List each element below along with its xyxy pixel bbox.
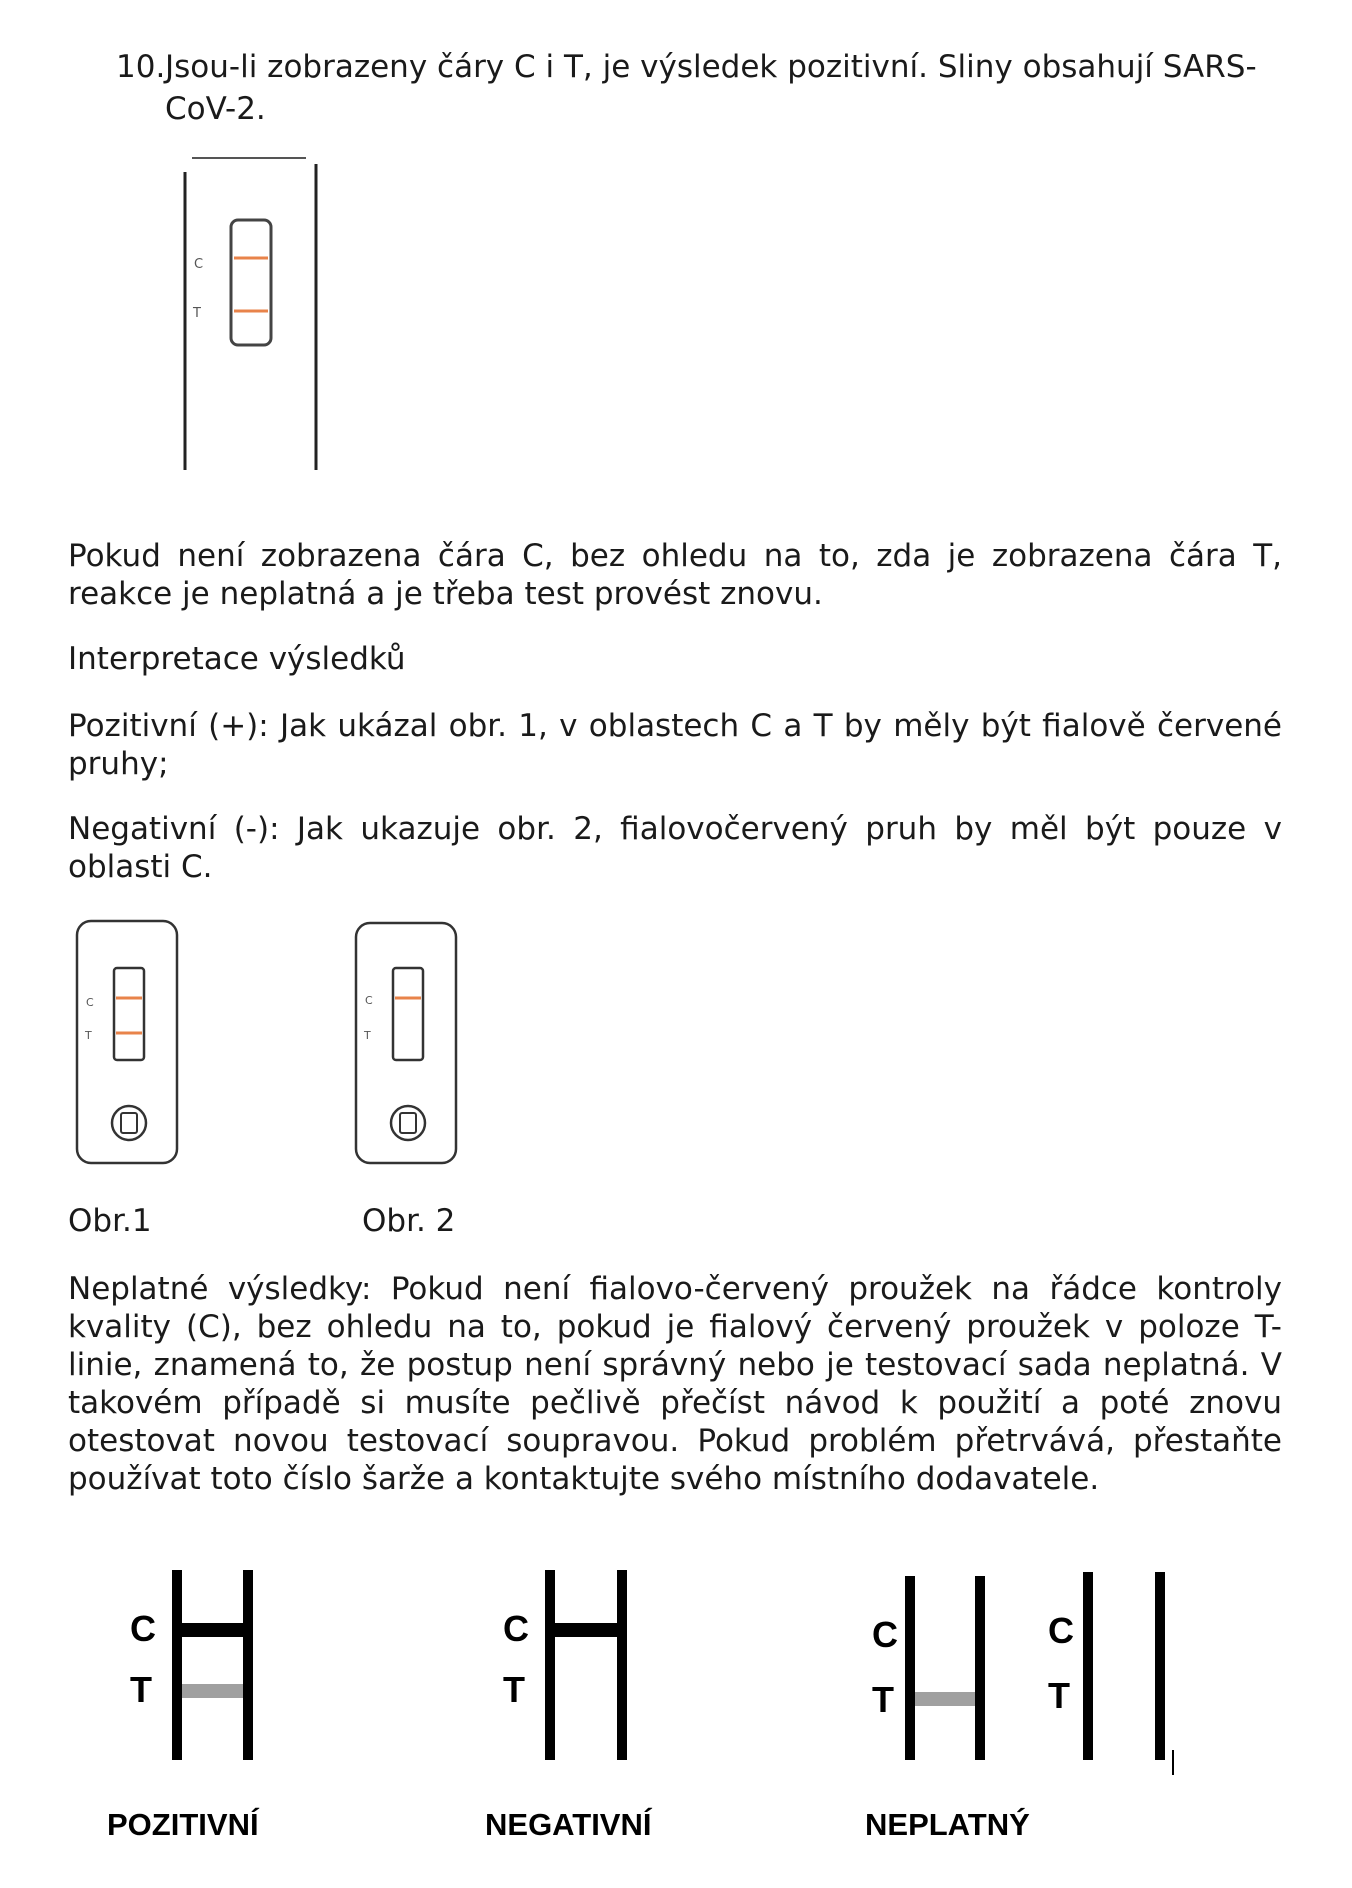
cassette-fig1 <box>74 918 184 1168</box>
negative-label-t: T <box>503 1669 525 1710</box>
positive-label-t: T <box>130 1669 152 1710</box>
step-number: 10. <box>116 49 166 85</box>
diagram-invalid-b <box>1048 1572 1174 1775</box>
section-heading: Interpretace výsledků <box>68 641 406 677</box>
step-text: Jsou-li zobrazeny čáry C i T, je výsledek pozitivní. Sliny obsahují SARS- <box>165 49 1257 85</box>
invalid-b-label-t: T <box>1048 1675 1070 1716</box>
label-invalid: NEPLATNÝ <box>865 1807 1030 1842</box>
strip-label-t: T <box>193 306 201 321</box>
test-strip-positive-figure <box>170 150 330 475</box>
fig1-label-t: T <box>85 1029 92 1042</box>
fig2-label-c: C <box>365 994 373 1007</box>
result-diagrams <box>100 1560 1220 1870</box>
diagram-negative <box>485 1570 653 1842</box>
paragraph-negative: Negativní (-): Jak ukazuje obr. 2, fialovočervený pruh by měl být pouze v oblasti C. <box>68 811 1282 885</box>
paragraph-invalid-results: Neplatné výsledky: Pokud není fialovo-červený proužek na řádce kontroly kvality (C), bez ohledu na to, pokud je fialový červený proužek v poloze T-linie, znamená to, že postup není správný nebo je testovací sada neplatná. V takovém případě si musíte pečlivě přečíst návod k použití a poté znovu otestovat novou testovací soupravou. Pokud problém přetrvává, přestaňte používat toto číslo šarže a kontaktujte svého místního dodavatele. <box>68 1271 1282 1497</box>
diagram-invalid-a <box>865 1576 1030 1842</box>
label-negative: NEGATIVNÍ <box>485 1807 652 1842</box>
invalid-a-label-t: T <box>872 1679 894 1720</box>
fig2-label-t: T <box>364 1029 371 1042</box>
step-10 <box>116 46 1282 130</box>
invalid-a-label-c: C <box>872 1614 898 1655</box>
label-positive: POZITIVNÍ <box>107 1807 259 1842</box>
step-text-continued: CoV-2. <box>165 91 266 127</box>
diagram-positive <box>107 1570 260 1842</box>
strip-label-c: C <box>194 257 204 272</box>
cassette-fig2 <box>353 918 463 1168</box>
paragraph-positive: Pozitivní (+): Jak ukázal obr. 1, v oblastech C a T by měly být fialově červené pruhy; <box>68 708 1282 782</box>
caption-fig2: Obr. 2 <box>362 1203 456 1239</box>
fig1-label-c: C <box>86 996 94 1009</box>
invalid-b-label-c: C <box>1048 1610 1074 1651</box>
positive-label-c: C <box>130 1608 156 1649</box>
negative-label-c: C <box>503 1608 529 1649</box>
paragraph-invalid-c-line: Pokud není zobrazena čára C, bez ohledu na to, zda je zobrazena čára T, reakce je neplatná a je třeba test provést znovu. <box>68 538 1282 612</box>
caption-fig1: Obr.1 <box>68 1203 152 1239</box>
